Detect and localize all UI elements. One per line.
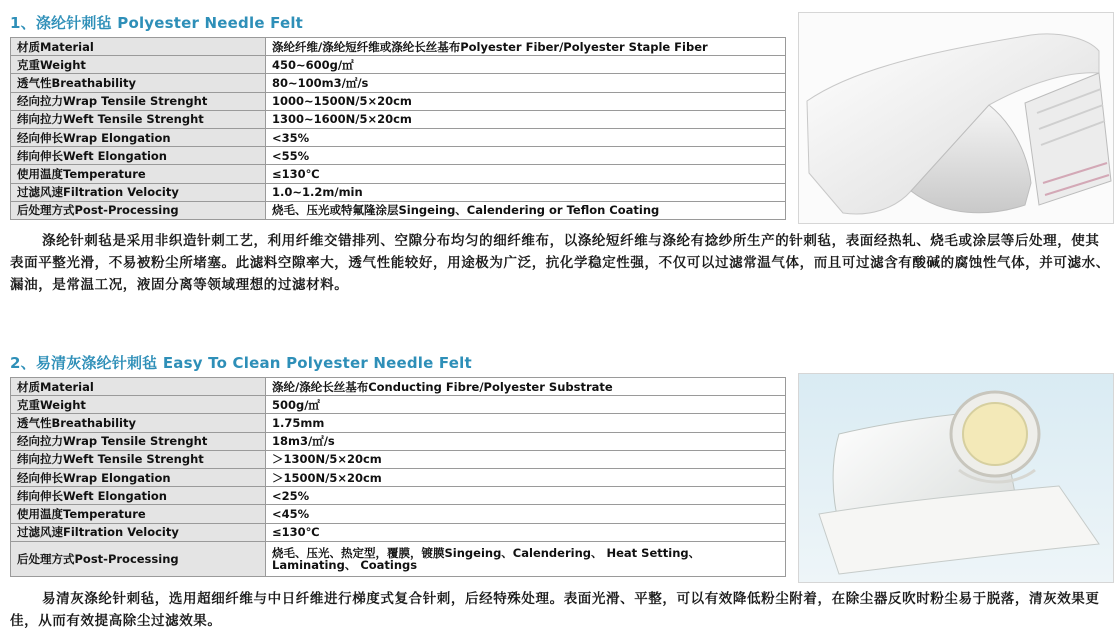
spec-value: 1.75mm xyxy=(266,414,786,432)
spec-key: 后处理方式Post-Processing xyxy=(11,201,266,219)
spec-key: 经向伸长Wrap Elongation xyxy=(11,128,266,146)
table-row xyxy=(11,147,786,165)
spec-value: 1300~1600N/5×20cm xyxy=(266,110,786,128)
spec-value: 烧毛、压光或特氟隆涂层Singeing、Calendering or Teflon Coating xyxy=(266,201,786,219)
spec-key: 经向拉力Wrap Tensile Strenght xyxy=(11,92,266,110)
table-row xyxy=(11,110,786,128)
spec-value: 450~600g/㎡ xyxy=(266,56,786,74)
table-row xyxy=(11,523,786,541)
spec-value: <55% xyxy=(266,147,786,165)
spec-value: ≤130℃ xyxy=(266,165,786,183)
spec-key: 使用温度Temperature xyxy=(11,505,266,523)
spec-key: 纬向伸长Weft Elongation xyxy=(11,147,266,165)
spec-value: 1.0~1.2m/min xyxy=(266,183,786,201)
spec-key: 材质Material xyxy=(11,378,266,396)
spec-key: 经向拉力Wrap Tensile Strenght xyxy=(11,432,266,450)
spec-key: 过滤风速Filtration Velocity xyxy=(11,523,266,541)
table-row xyxy=(11,128,786,146)
table-row xyxy=(11,450,786,468)
table-row xyxy=(11,38,786,56)
table-row xyxy=(11,414,786,432)
table-row xyxy=(11,487,786,505)
spec-value: ＞1500N/5×20cm xyxy=(266,468,786,486)
filter-bag-illustration xyxy=(799,13,1113,223)
table-row xyxy=(11,432,786,450)
table-row xyxy=(11,74,786,92)
spec-value: 涤纶/涤纶长丝基布Conducting Fibre/Polyester Substrate xyxy=(266,378,786,396)
filter-bag-photo xyxy=(798,373,1114,583)
spec-key: 使用温度Temperature xyxy=(11,165,266,183)
spec-table xyxy=(10,377,786,577)
spec-value: <35% xyxy=(266,128,786,146)
spec-key: 纬向拉力Weft Tensile Strenght xyxy=(11,110,266,128)
spec-value: 1000~1500N/5×20cm xyxy=(266,92,786,110)
spec-value: 涤纶纤维/涤纶短纤维或涤纶长丝基布Polyester Fiber/Polyester Staple Fiber xyxy=(266,38,786,56)
spec-value: 80~100m3/㎡/s xyxy=(266,74,786,92)
table-row xyxy=(11,165,786,183)
spec-value: ≤130℃ xyxy=(266,523,786,541)
table-row xyxy=(11,396,786,414)
table-row xyxy=(11,183,786,201)
table-row xyxy=(11,56,786,74)
spec-value: ＞1300N/5×20cm xyxy=(266,450,786,468)
spec-value: 烧毛、压光、热定型，覆膜，镀膜Singeing、Calendering、 Heat Setting、Laminating、 Coatings xyxy=(266,541,786,576)
spec-value: <45% xyxy=(266,505,786,523)
table-row xyxy=(11,92,786,110)
filter-bag-illustration xyxy=(799,374,1113,582)
spec-value: 500g/㎡ xyxy=(266,396,786,414)
table-row xyxy=(11,505,786,523)
filter-bag-photo xyxy=(798,12,1114,224)
spec-key: 纬向拉力Weft Tensile Strenght xyxy=(11,450,266,468)
spec-key: 过滤风速Filtration Velocity xyxy=(11,183,266,201)
section-title: 2、易清灰涤纶针刺毡 Easy To Clean Polyester Needle Felt xyxy=(10,354,472,372)
spec-key: 经向伸长Wrap Elongation xyxy=(11,468,266,486)
table-row xyxy=(11,468,786,486)
table-row xyxy=(11,541,786,576)
spec-key: 克重Weight xyxy=(11,56,266,74)
spec-key: 克重Weight xyxy=(11,396,266,414)
spec-key: 材质Material xyxy=(11,38,266,56)
spec-key: 纬向伸长Weft Elongation xyxy=(11,487,266,505)
section-description: 易清灰涤纶针刺毡，选用超细纤维与中日纤维进行梯度式复合针刺，后经特殊处理。表面光滑、平整，可以有效降低粉尘附着，在除尘器反吹时粉尘易于脱落，清灰效果更佳，从而有效提高除尘过滤效果。 xyxy=(10,591,1100,629)
spec-value: <25% xyxy=(266,487,786,505)
spec-table xyxy=(10,37,786,220)
table-row xyxy=(11,378,786,396)
spec-key: 后处理方式Post-Processing xyxy=(11,541,266,576)
section-title: 1、涤纶针刺毡 Polyester Needle Felt xyxy=(10,14,304,32)
table-row xyxy=(11,201,786,219)
spec-key: 透气性Breathability xyxy=(11,74,266,92)
section-description: 涤纶针刺毡是采用非织造针刺工艺，利用纤维交错排列、空隙分布均匀的细纤维布，以涤纶短纤维与涤纶有捻纱所生产的针刺毡，表面经热轧、烧毛或涂层等后处理，使其表面平整光滑，不易被粉尘所堵塞。此滤料空隙率大，透气性能较好，用途极为广泛，抗化学稳定性强，不仅可以过滤常温气体，而且可过滤含有酸碱的腐蚀性气体，并可滤水、漏油，是常温工况，液固分离等领域理想的过滤材料。 xyxy=(10,233,1110,293)
spec-key: 透气性Breathability xyxy=(11,414,266,432)
spec-value: 18m3/㎡/s xyxy=(266,432,786,450)
